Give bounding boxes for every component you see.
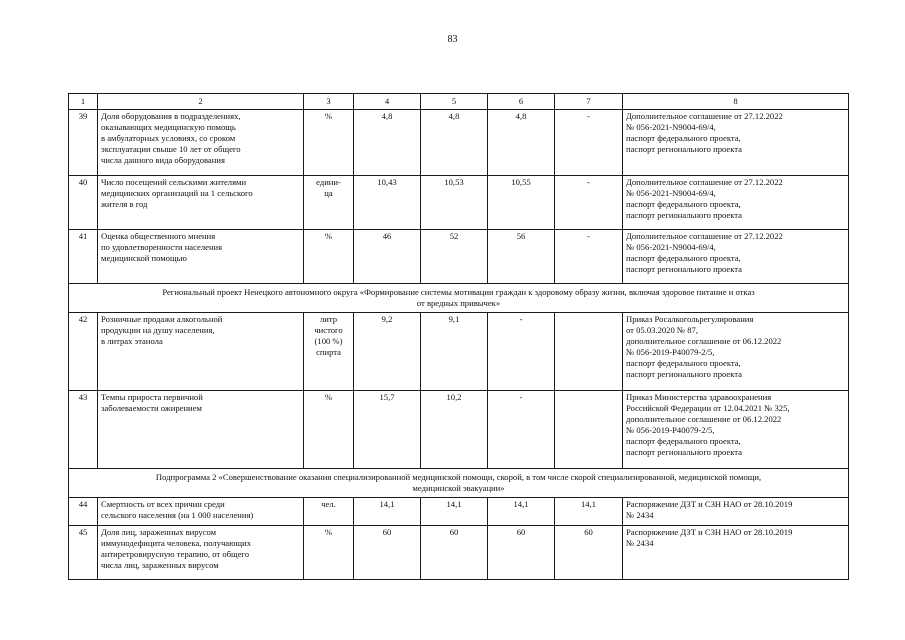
section-subprogram-2 (69, 469, 849, 498)
indicator-name-line: Розничные продажи алкогольной (101, 314, 223, 324)
indicator-name-line: Доля оборудования в подразделениях, (101, 111, 241, 121)
source-line: № 2434 (626, 510, 654, 520)
indicator-name-line: медицинской помощью (101, 253, 187, 263)
value-col-6: 10,55 (488, 176, 555, 230)
source-document (623, 526, 849, 580)
section-title-line: Региональный проект Ненецкого автономного округа «Формирование системы мотивации граждан к здоровому образу жизни, включая здоровое питание и отказ (162, 287, 755, 297)
header-col-value-5: 5 (421, 94, 488, 110)
page-number: 83 (447, 34, 458, 45)
value-col-5: 4,8 (421, 110, 488, 176)
unit-of-measure (304, 498, 354, 526)
unit-line: спирта (316, 347, 341, 357)
source-line: Российской Федерации от 12.04.2021 № 325, (626, 403, 790, 413)
source-line: паспорт регионального проекта (626, 210, 742, 220)
table-row (69, 391, 849, 469)
indicator-name-line: числа лиц, зараженных вирусом (101, 560, 219, 570)
indicator-name-line: сельского населения (на 1 000 населения) (101, 510, 254, 520)
header-col-value-7: 7 (555, 94, 623, 110)
table-row (69, 230, 849, 284)
indicator-name (98, 110, 304, 176)
row-number: 39 (69, 110, 98, 176)
value-col-4: 15,7 (354, 391, 421, 469)
row-number: 42 (69, 313, 98, 391)
indicator-name-line: Число посещений сельскими жителями (101, 177, 247, 187)
source-line: паспорт федерального проекта, (626, 358, 741, 368)
table-body (69, 94, 849, 580)
indicator-name (98, 498, 304, 526)
unit-line: (100 %) (314, 336, 343, 346)
indicator-name-line: числа данного вида оборудования (101, 155, 225, 165)
section-title-line: Подпрограмма 2 «Совершенствование оказания специализированной медицинской помощи, скорой, в том числе скорой специализированной, медицинской помощи, (155, 472, 762, 482)
table-header-row (69, 94, 849, 110)
source-document (623, 110, 849, 176)
source-line: дополнительное соглашение от 06.12.2022 (626, 414, 782, 424)
value-col-7: 60 (555, 526, 623, 580)
indicator-name (98, 313, 304, 391)
source-line: от 05.03.2020 № 87, (626, 325, 698, 335)
source-document (623, 498, 849, 526)
indicator-name-line: иммунодефицита человека, получающих (101, 538, 252, 548)
indicator-name-line: Смертность от всех причин среди (101, 499, 225, 509)
row-number: 41 (69, 230, 98, 284)
unit-line: ца (324, 188, 333, 198)
source-line: Дополнительное соглашение от 27.12.2022 (626, 177, 783, 187)
source-line: паспорт федерального проекта, (626, 199, 741, 209)
unit-of-measure (304, 391, 354, 469)
value-col-4: 9,2 (354, 313, 421, 391)
unit-of-measure (304, 176, 354, 230)
unit-line: % (324, 111, 333, 121)
table-row (69, 313, 849, 391)
value-col-5: 10,2 (421, 391, 488, 469)
value-col-4: 10,43 (354, 176, 421, 230)
source-line: паспорт федерального проекта, (626, 133, 741, 143)
header-col-unit: 3 (304, 94, 354, 110)
row-number: 45 (69, 526, 98, 580)
value-col-5: 60 (421, 526, 488, 580)
indicators-table (68, 93, 849, 580)
indicator-name-line: по удовлетворенности населения (101, 242, 223, 252)
unit-line: чел. (321, 499, 336, 509)
value-col-6: - (488, 391, 555, 469)
source-document (623, 230, 849, 284)
value-col-6: 56 (488, 230, 555, 284)
indicator-name (98, 526, 304, 580)
value-col-7 (555, 391, 623, 469)
indicator-name (98, 391, 304, 469)
indicator-name-line: оказывающих медицинскую помощь (101, 122, 236, 132)
indicator-name-line: Темпы прироста первичной (101, 392, 203, 402)
value-col-7: - (555, 110, 623, 176)
indicator-name-line: медицинских организаций на 1 сельского (101, 188, 253, 198)
source-line: паспорт федерального проекта, (626, 253, 741, 263)
source-line: Приказ Министерства здравоохранения (626, 392, 772, 402)
source-line: Дополнительное соглашение от 27.12.2022 (626, 111, 783, 121)
source-line: Распоряжение ДЗТ и СЗН НАО от 28.10.2019 (626, 499, 793, 509)
value-col-7 (555, 313, 623, 391)
header-col-indicator: 2 (98, 94, 304, 110)
value-col-7: 14,1 (555, 498, 623, 526)
value-col-4: 14,1 (354, 498, 421, 526)
source-document (623, 391, 849, 469)
unit-line: едини- (316, 177, 341, 187)
section-regional-project (69, 284, 849, 313)
section-regional-project-title (69, 284, 849, 313)
unit-line: чистого (314, 325, 343, 335)
unit-of-measure (304, 110, 354, 176)
section-title-line: медицинской эвакуации» (412, 483, 505, 493)
header-col-source: 8 (623, 94, 849, 110)
table-row (69, 110, 849, 176)
unit-line: % (324, 527, 333, 537)
value-col-5: 14,1 (421, 498, 488, 526)
indicator-name-line: жителя в год (101, 199, 148, 209)
header-col-value-6: 6 (488, 94, 555, 110)
indicator-name-line: в литрах этанола (101, 336, 163, 346)
source-line: № 056-2019-P40079-2/5, (626, 425, 715, 435)
source-line: паспорт регионального проекта (626, 369, 742, 379)
source-line: дополнительное соглашение от 06.12.2022 (626, 336, 782, 346)
value-col-4: 60 (354, 526, 421, 580)
source-line: № 056-2019-P40079-2/5, (626, 347, 715, 357)
value-col-6: 14,1 (488, 498, 555, 526)
source-document (623, 176, 849, 230)
source-line: Распоряжение ДЗТ и СЗН НАО от 28.10.2019 (626, 527, 793, 537)
unit-line: % (324, 231, 333, 241)
value-col-4: 46 (354, 230, 421, 284)
indicator-name (98, 176, 304, 230)
indicator-name-line: антиретровирусную терапию, от общего (101, 549, 250, 559)
indicator-name-line: Доля лиц, зараженных вирусом (101, 527, 217, 537)
table-row (69, 526, 849, 580)
value-col-6: - (488, 313, 555, 391)
source-line: Дополнительное соглашение от 27.12.2022 (626, 231, 783, 241)
section-title-line: от вредных привычек» (416, 298, 501, 308)
value-col-6: 4,8 (488, 110, 555, 176)
value-col-4: 4,8 (354, 110, 421, 176)
value-col-5: 52 (421, 230, 488, 284)
value-col-5: 10,53 (421, 176, 488, 230)
source-line: паспорт федерального проекта, (626, 436, 741, 446)
unit-line: % (324, 392, 333, 402)
row-number: 43 (69, 391, 98, 469)
unit-line: литр (319, 314, 338, 324)
unit-of-measure (304, 526, 354, 580)
value-col-6: 60 (488, 526, 555, 580)
indicator-name-line: продукции на душу населения, (101, 325, 215, 335)
source-line: № 056-2021-N9004-69/4, (626, 188, 716, 198)
section-subprogram-2-title (69, 469, 849, 498)
unit-of-measure (304, 230, 354, 284)
source-document (623, 313, 849, 391)
source-line: № 056-2021-N9004-69/4, (626, 122, 716, 132)
indicator-name-line: заболеваемости ожирением (101, 403, 202, 413)
source-line: № 2434 (626, 538, 654, 548)
header-col-number: 1 (69, 94, 98, 110)
row-number: 44 (69, 498, 98, 526)
indicator-name-line: эксплуатации свыше 10 лет от общего (101, 144, 241, 154)
header-col-value-4: 4 (354, 94, 421, 110)
source-line: № 056-2021-N9004-69/4, (626, 242, 716, 252)
value-col-7: - (555, 230, 623, 284)
source-line: Приказ Росалкогольрегулирования (626, 314, 754, 324)
value-col-5: 9,1 (421, 313, 488, 391)
unit-of-measure (304, 313, 354, 391)
table-row (69, 176, 849, 230)
source-line: паспорт регионального проекта (626, 264, 742, 274)
row-number: 40 (69, 176, 98, 230)
value-col-7: - (555, 176, 623, 230)
source-line: паспорт регионального проекта (626, 144, 742, 154)
table-row (69, 498, 849, 526)
indicator-name-line: Оценка общественного мнения (101, 231, 216, 241)
source-line: паспорт регионального проекта (626, 447, 742, 457)
indicator-name-line: в амбулаторных условиях, со сроком (101, 133, 236, 143)
indicator-name (98, 230, 304, 284)
